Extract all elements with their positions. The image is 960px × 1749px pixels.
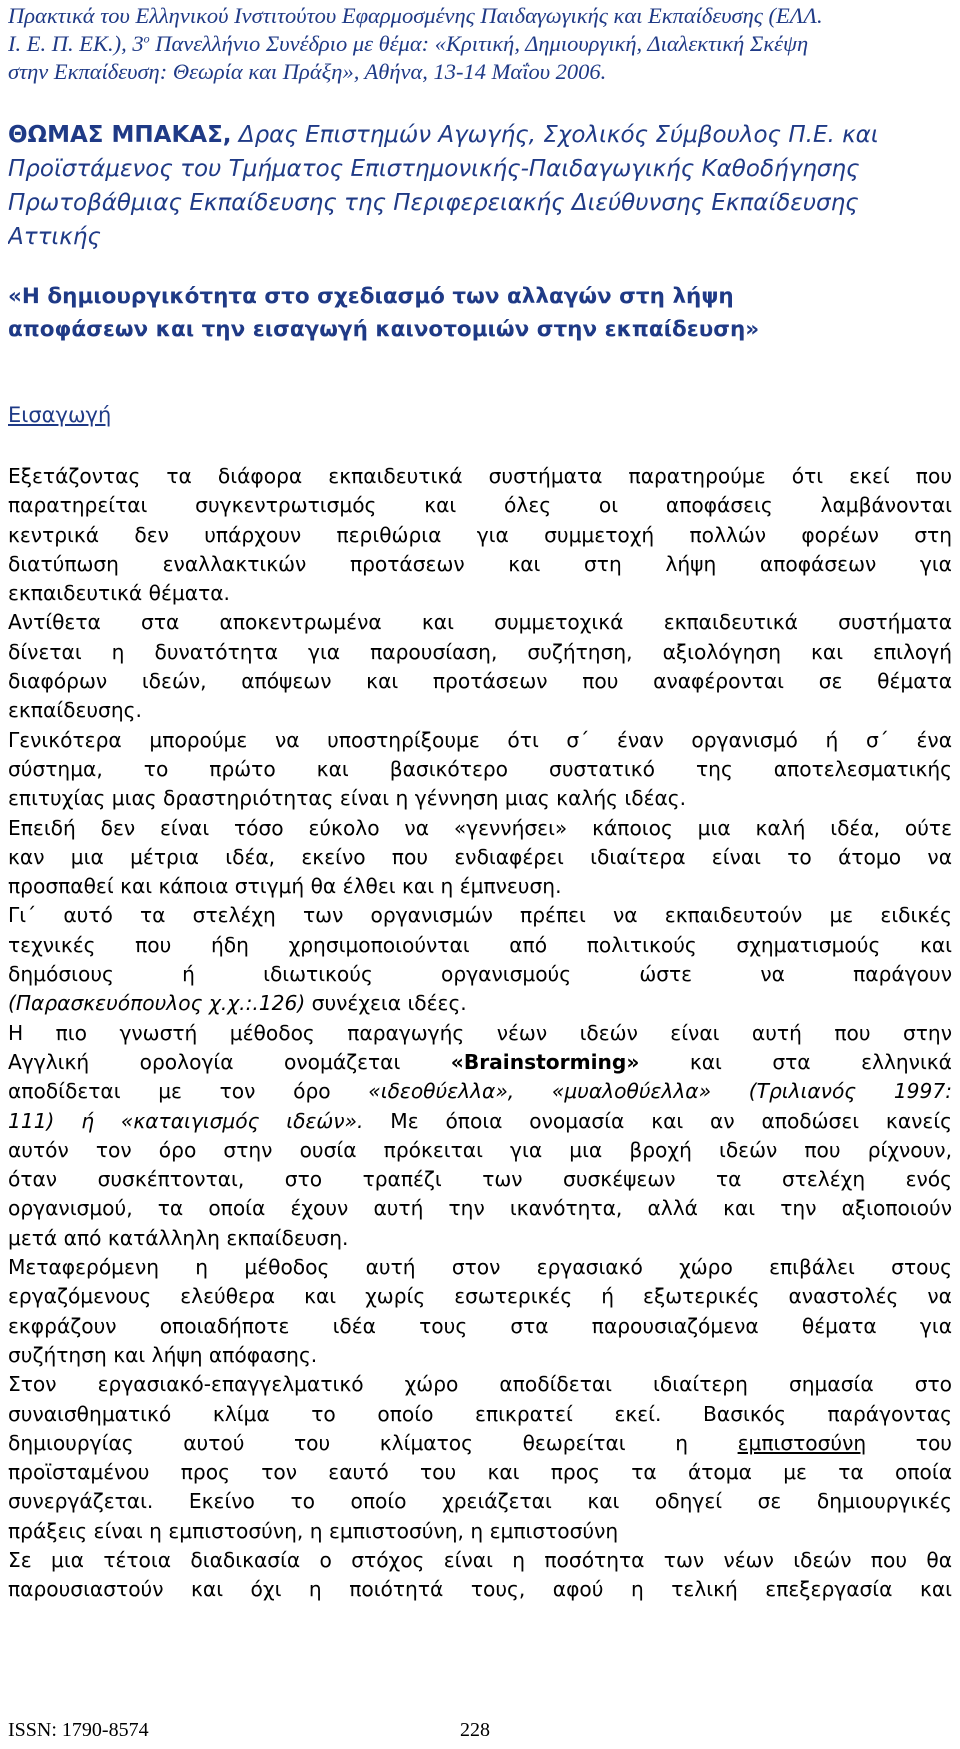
body-line	[8, 1107, 952, 1136]
body-line: δημόσιους ή ιδιωτικούς οργανισμούς ώστε να παράγουν	[8, 962, 952, 987]
body-line: προϊσταμένου προς τον εαυτό του και προς τα άτομα με τα οποία	[8, 1460, 952, 1485]
page-footer	[0, 1718, 960, 1749]
body-line: εκπαιδευτικά θέματα.	[8, 581, 230, 606]
greek-terms-cont: 111) ή «καταιγισμός ιδεών».	[8, 1108, 364, 1133]
header-ordinal-sup: ο	[143, 31, 150, 46]
body-line: επιτυχίας μιας δραστηριότητας είναι η γέννηση μιας καλής ιδέας.	[8, 786, 687, 811]
body-line: εκπαίδευσης.	[8, 698, 142, 723]
author-line-1	[8, 118, 960, 152]
body-line: καν μια μέτρια ιδέα, εκείνο που ενδιαφέρει ιδιαίτερα είναι το άτομο να	[8, 844, 952, 869]
body-fragment: αποδίδεται με τον όρο	[8, 1079, 369, 1104]
proceedings-header	[8, 2, 960, 88]
body-line: προσπαθεί και κάποια στιγμή θα έλθει και η έμπνευση.	[8, 874, 562, 899]
body-line: Επειδή δεν είναι τόσο εύκολο να «γεννήσει» κάποιος μια καλή ιδέα, ούτε	[8, 815, 952, 840]
emphasis-trust: εμπιστοσύνη	[737, 1430, 867, 1455]
title-line-1: «Η δημιουργικότητα στο σχεδιασμό των αλλαγών στη λήψη	[8, 284, 734, 309]
body-line: Η πιο γνωστή μέθοδος παραγωγής νέων ιδεών είναι αυτή που στην	[8, 1020, 952, 1045]
body-line: πράξεις είναι η εμπιστοσύνη, η εμπιστοσύνη, η εμπιστοσύνη	[8, 1518, 619, 1543]
body-line: Αντίθετα στα αποκεντρωμένα και συμμετοχικά εκπαιδευτικά συστήματα	[8, 610, 952, 635]
body-line: παρατηρείται συγκεντρωτισμός και όλες οι αποφάσεις λαμβάνονται	[8, 493, 952, 518]
body-line	[8, 1429, 952, 1458]
body-text	[8, 462, 952, 1712]
body-fragment: συνέχεια ιδέες.	[305, 991, 467, 1016]
header-line-2-post: Πανελλήνιο Συνέδριο με θέμα: «Κριτική, Δημιουργική, Διαλεκτική Σκέψη	[149, 31, 809, 56]
body-line: σύστημα, το πρώτο και βασικότερο συστατικό της αποτελεσματικής	[8, 756, 952, 781]
body-line: κεντρικά δεν υπάρχουν περιθώρια για συμμετοχή πολλών φορέων στη	[8, 522, 952, 547]
author-block	[8, 118, 960, 288]
body-line	[8, 1048, 952, 1077]
body-fragment: Με όποια ονομασία και αν αποδώσει κανείς	[363, 1108, 952, 1133]
author-name: ΘΩΜΑΣ ΜΠΑΚΑΣ,	[8, 122, 232, 148]
header-line-2-pre: Ι. Ε. Π. ΕΚ.), 3	[8, 31, 144, 56]
header-line-3: στην Εκπαίδευση: Θεωρία και Πράξη», Αθήνα, 13-14 Μαΐου 2006.	[8, 59, 607, 84]
body-fragment: και στα ελληνικά	[639, 1049, 952, 1074]
body-fragment: του	[866, 1430, 952, 1455]
body-line: παρουσιαστούν και όχι η ποιότητά τους, αφού η τελική επεξεργασία και	[8, 1577, 952, 1602]
body-line: εργαζόμενους ελεύθερα και χωρίς εσωτερικές ή εξωτερικές αναστολές να	[8, 1284, 952, 1309]
body-line: μετά από κατάλληλη εκπαίδευση.	[8, 1225, 349, 1250]
author-line-2: Προϊστάμενος του Τμήματος Επιστημονικής-Παιδαγωγικής Καθοδήγησης	[8, 156, 860, 182]
issn: ISSN: 1790-8574	[8, 1719, 149, 1741]
body-line: διατύπωση εναλλακτικών προτάσεων και στη λήψη αποφάσεων για	[8, 551, 952, 576]
body-line: Μεταφερόμενη η μέθοδος αυτή στον εργασιακό χώρο επιβάλει στους	[8, 1255, 952, 1280]
body-line: συναισθηματικό κλίμα το οποίο επικρατεί εκεί. Βασικός παράγοντας	[8, 1401, 952, 1426]
body-line: δίνεται η δυνατότητα για παρουσίαση, συζήτηση, αξιολόγηση και επιλογή	[8, 639, 952, 664]
greek-terms: «ιδεοθύελλα», «μυαλοθύελλα» (Τριλιανός 1997:	[368, 1079, 952, 1104]
body-line: Σε μια τέτοια διαδικασία ο στόχος είναι η ποσότητα των νέων ιδεών που θα	[8, 1547, 952, 1572]
body-line: συνεργάζεται. Εκείνο το οποίο χρειάζεται και οδηγεί σε δημιουργικές	[8, 1489, 952, 1514]
body-line: εκφράζουν οποιαδήποτε ιδέα τους στα παρουσιαζόμενα θέματα για	[8, 1313, 952, 1338]
brainstorming-term: «Brainstorming»	[450, 1049, 640, 1074]
body-line	[8, 1077, 952, 1106]
body-line: Στον εργασιακό-επαγγελματικό χώρο αποδίδεται ιδιαίτερη σημασία στο	[8, 1372, 952, 1397]
body-line: όταν συσκέπτονται, στο τραπέζι των συσκέψεων τα στελέχη ενός	[8, 1167, 952, 1192]
page-number: 228	[460, 1719, 490, 1741]
body-fragment: δημιουργίας αυτού του κλίματος θεωρείται η	[8, 1430, 738, 1455]
author-title: Δρας Επιστημών Αγωγής, Σχολικός Σύμβουλος Π.Ε. και	[231, 122, 879, 148]
header-line-2	[8, 30, 960, 58]
body-line: αυτόν τον όρο στην ουσία πρόκειται για μια βροχή ιδεών που ρίχνουν,	[8, 1137, 952, 1162]
citation: (Παρασκευόπουλος χ.χ.:.126)	[8, 991, 306, 1016]
body-line: τεχνικές που ήδη χρησιμοποιούνται από πολιτικούς σχηματισμούς και	[8, 932, 952, 957]
body-line: οργανισμού, τα οποία έχουν αυτή την ικανότητα, αλλά και την αξιοποιούν	[8, 1196, 952, 1221]
body-line: διαφόρων ιδεών, απόψεων και προτάσεων που αναφέρονται σε θέματα	[8, 669, 952, 694]
body-line	[8, 989, 952, 1018]
body-line: Εξετάζοντας τα διάφορα εκπαιδευτικά συστήματα παρατηρούμε ότι εκεί που	[8, 464, 952, 488]
body-fragment: Αγγλική ορολογία ονομάζεται	[8, 1049, 451, 1074]
author-line-4: Αττικής	[8, 224, 101, 250]
header-line-1: Πρακτικά του Ελληνικού Ινστιτούτου Εφαρμοσμένης Παιδαγωγικής και Εκπαίδευσης (ΕΛΛ.	[8, 3, 823, 28]
paper-title	[8, 280, 960, 352]
title-line-2: αποφάσεων και την εισαγωγή καινοτομιών στην εκπαίδευση»	[8, 317, 760, 342]
body-line: Γι΄ αυτό τα στελέχη των οργανισμών πρέπει να εκπαιδευτούν με ειδικές	[8, 903, 952, 928]
section-heading: Εισαγωγή	[8, 403, 112, 427]
body-line: συζήτηση και λήψη απόφασης.	[8, 1342, 318, 1367]
body-line: Γενικότερα μπορούμε να υποστηρίξουμε ότι σ΄ έναν οργανισμό ή σ΄ ένα	[8, 727, 952, 752]
author-line-3: Πρωτοβάθμιας Εκπαίδευσης της Περιφερειακής Διεύθυνσης Εκπαίδευσης	[8, 190, 859, 216]
